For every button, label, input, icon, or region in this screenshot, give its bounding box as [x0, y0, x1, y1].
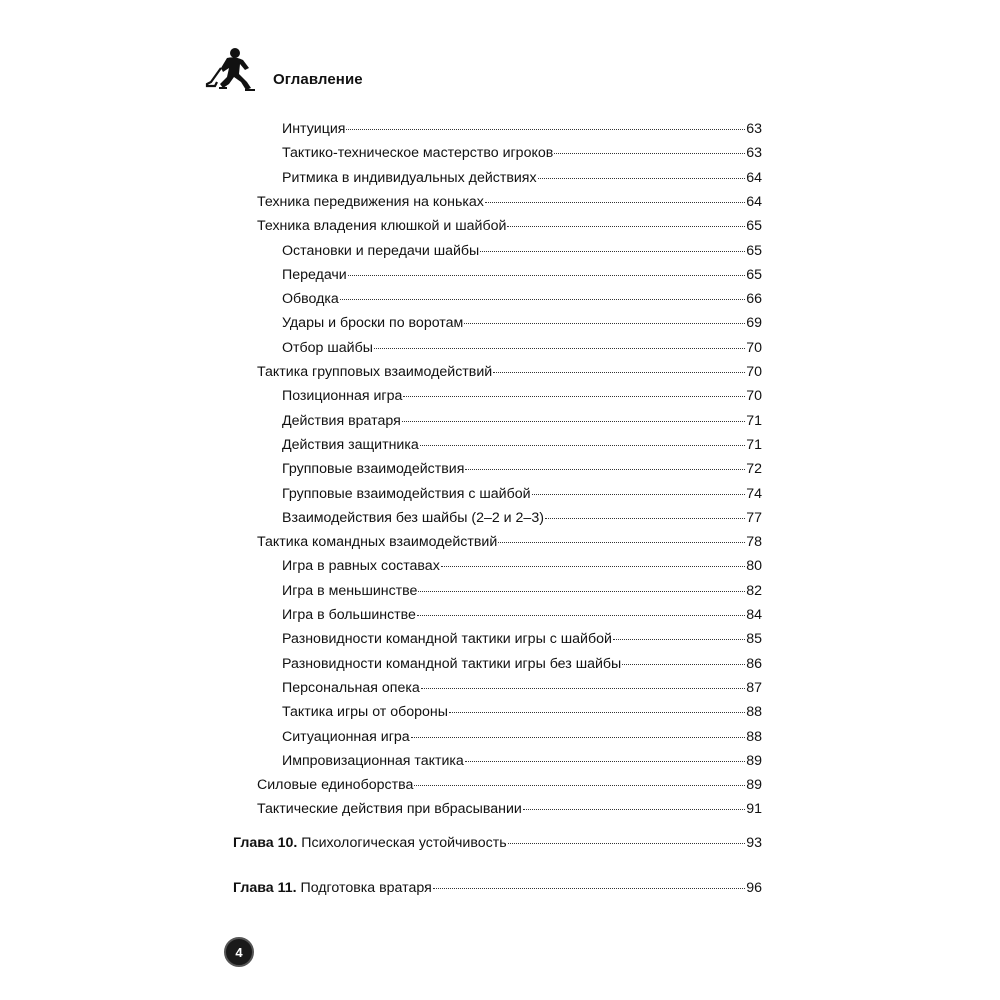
- page-number: 4: [224, 937, 254, 967]
- toc-entry: [0, 118, 1000, 140]
- toc-entry: [0, 264, 1000, 286]
- toc-entry-title: Тактико-техническое мастерство игроков: [282, 145, 554, 162]
- toc-entry-title: Тактика игры от обороны: [282, 704, 448, 721]
- toc-entry-title: Взаимодействия без шайбы (2–2 и 2–3): [282, 509, 544, 526]
- toc-entry: [0, 142, 1000, 164]
- dot-leader: [545, 517, 745, 519]
- dot-leader: [441, 565, 745, 567]
- toc-entry: [0, 507, 1000, 529]
- toc-entry-title: Техника владения клюшкой и шайбой: [257, 218, 507, 235]
- toc-entry: [0, 434, 1000, 456]
- toc-entry-title: Групповые взаимодействия с шайбой: [282, 485, 531, 502]
- toc-entry-page: 74: [746, 485, 762, 502]
- toc-entry-page: 64: [746, 169, 762, 186]
- dot-leader: [538, 177, 746, 179]
- toc-entry: [0, 361, 1000, 383]
- toc-entry: [0, 726, 1000, 748]
- dot-leader: [507, 225, 745, 227]
- chapter-page: 96: [746, 880, 762, 896]
- dot-leader: [532, 493, 746, 495]
- dot-leader: [622, 663, 745, 665]
- toc-entry: [0, 191, 1000, 213]
- toc-entry-title: Игра в большинстве: [282, 607, 416, 623]
- toc-entry-title: Действия защитника: [282, 436, 419, 453]
- dot-leader: [414, 784, 745, 786]
- chapter-entry: [0, 832, 1000, 854]
- dot-leader: [449, 711, 745, 713]
- toc-entry-title: Удары и броски по воротам: [282, 315, 464, 332]
- chapter-title: Психологическая устойчивость: [301, 835, 507, 851]
- dot-leader: [418, 590, 745, 592]
- toc-entry-title: Техника передвижения на коньках: [257, 193, 484, 210]
- chapter-label: Глава 10.: [233, 835, 298, 851]
- toc-entry: [0, 580, 1000, 602]
- toc-entry: [0, 458, 1000, 480]
- dot-leader: [465, 760, 745, 762]
- dot-leader: [340, 298, 745, 300]
- toc-entry-title: Ритмика в индивидуальных действиях: [282, 169, 537, 186]
- toc-entry: [0, 240, 1000, 262]
- toc-entry-title: Тактика групповых взаимодействий: [257, 364, 493, 380]
- toc-entry-title: Импровизационная тактика: [282, 752, 464, 769]
- toc-entry-page: 63: [746, 145, 762, 162]
- toc-entry-page: 77: [746, 509, 762, 526]
- toc-entry-title: Групповые взаимодействия: [282, 461, 465, 478]
- dot-leader: [402, 420, 745, 422]
- toc-entry-page: 70: [746, 364, 762, 380]
- toc-entry: [0, 215, 1000, 237]
- toc-entry-page: 69: [746, 315, 762, 332]
- page-header: [205, 44, 363, 94]
- toc-entry-page: 65: [746, 242, 762, 259]
- toc-entry: [0, 531, 1000, 553]
- toc-entry-page: 78: [746, 534, 762, 551]
- dot-leader: [420, 444, 745, 446]
- toc-entry: [0, 288, 1000, 310]
- toc-entry: [0, 653, 1000, 675]
- toc-entry-title: Передачи: [282, 266, 347, 283]
- toc-entry-title: Обводка: [282, 291, 339, 308]
- toc-entry: [0, 312, 1000, 334]
- dot-leader: [348, 274, 745, 276]
- chapter-label: Глава 11.: [233, 880, 297, 896]
- toc-entry-title: Позиционная игра: [282, 388, 403, 405]
- toc-entry-title: Игра в меньшинстве: [282, 582, 418, 599]
- page-title: Оглавление: [273, 70, 363, 88]
- dot-leader: [465, 468, 745, 470]
- toc-entry-title: Тактические действия при вбрасывании: [257, 801, 522, 818]
- dot-leader: [498, 541, 745, 543]
- toc-entry: [0, 555, 1000, 577]
- toc-entry-page: 88: [746, 704, 762, 721]
- toc-entry-title: Остановки и передачи шайбы: [282, 242, 480, 259]
- toc-entry: [0, 410, 1000, 432]
- toc-entry-title: Игра в равных составах: [282, 558, 440, 575]
- toc-entry: [0, 798, 1000, 820]
- dot-leader: [485, 201, 745, 203]
- toc-entry-page: 70: [746, 388, 762, 405]
- dot-leader: [417, 614, 745, 616]
- toc-entry: [0, 774, 1000, 796]
- dot-leader: [433, 887, 745, 889]
- dot-leader: [464, 322, 745, 324]
- toc-entry-title: Силовые единоборства: [257, 777, 414, 794]
- toc-entry-page: 86: [746, 655, 762, 672]
- dot-leader: [480, 250, 745, 252]
- toc-entry-title: Отбор шайбы: [282, 339, 373, 356]
- dot-leader: [613, 638, 745, 640]
- toc-entry-page: 64: [746, 193, 762, 210]
- toc-entry-page: 65: [746, 266, 762, 283]
- toc-entry-page: 89: [746, 777, 762, 794]
- dot-leader: [374, 347, 745, 349]
- toc-entry: [0, 385, 1000, 407]
- toc-entry-page: 65: [746, 218, 762, 235]
- toc-entry: [0, 701, 1000, 723]
- toc-entry-page: 88: [746, 728, 762, 745]
- toc-entry-title: Разновидности командной тактики игры без шайбы: [282, 655, 622, 672]
- toc-entry-page: 82: [746, 582, 762, 599]
- toc-entry: [0, 483, 1000, 505]
- toc-entry-title: Интуиция: [282, 121, 346, 137]
- dot-leader: [493, 371, 745, 373]
- toc-entry-page: 70: [746, 339, 762, 356]
- toc-entry-page: 63: [746, 121, 762, 137]
- toc-entry-title: Разновидности командной тактики игры с шайбой: [282, 631, 612, 648]
- toc-entry-page: 87: [746, 679, 762, 696]
- dot-leader: [346, 128, 745, 130]
- chapter-entry: [0, 877, 1000, 899]
- toc-entry-page: 91: [746, 801, 762, 818]
- toc-entry-title: Действия вратаря: [282, 412, 401, 429]
- toc-entry: [0, 750, 1000, 772]
- dot-leader: [421, 687, 745, 689]
- dot-leader: [554, 152, 745, 154]
- toc-entry-title: Тактика командных взаимодействий: [257, 534, 498, 551]
- toc-entry: [0, 167, 1000, 189]
- toc-entry: [0, 337, 1000, 359]
- toc-entry-page: 84: [746, 607, 762, 623]
- toc-entry-title: Ситуационная игра: [282, 728, 410, 745]
- toc-entry-page: 85: [746, 631, 762, 648]
- dot-leader: [403, 395, 745, 397]
- dot-leader: [411, 736, 746, 738]
- toc-entry-page: 72: [746, 461, 762, 478]
- toc-entry-page: 89: [746, 752, 762, 769]
- toc-entry-page: 71: [746, 412, 762, 429]
- toc-entry: [0, 604, 1000, 626]
- chapter-page: 93: [746, 835, 762, 851]
- toc-entry-page: 66: [746, 291, 762, 308]
- toc-entry-title: Персональная опека: [282, 679, 420, 696]
- hockey-player-icon: [205, 44, 267, 94]
- chapter-title: Подготовка вратаря: [300, 880, 432, 896]
- dot-leader: [523, 808, 745, 810]
- toc-entry: [0, 628, 1000, 650]
- dot-leader: [508, 842, 746, 844]
- toc-entry-page: 71: [746, 436, 762, 453]
- toc-entry: [0, 677, 1000, 699]
- toc-entry-page: 80: [746, 558, 762, 575]
